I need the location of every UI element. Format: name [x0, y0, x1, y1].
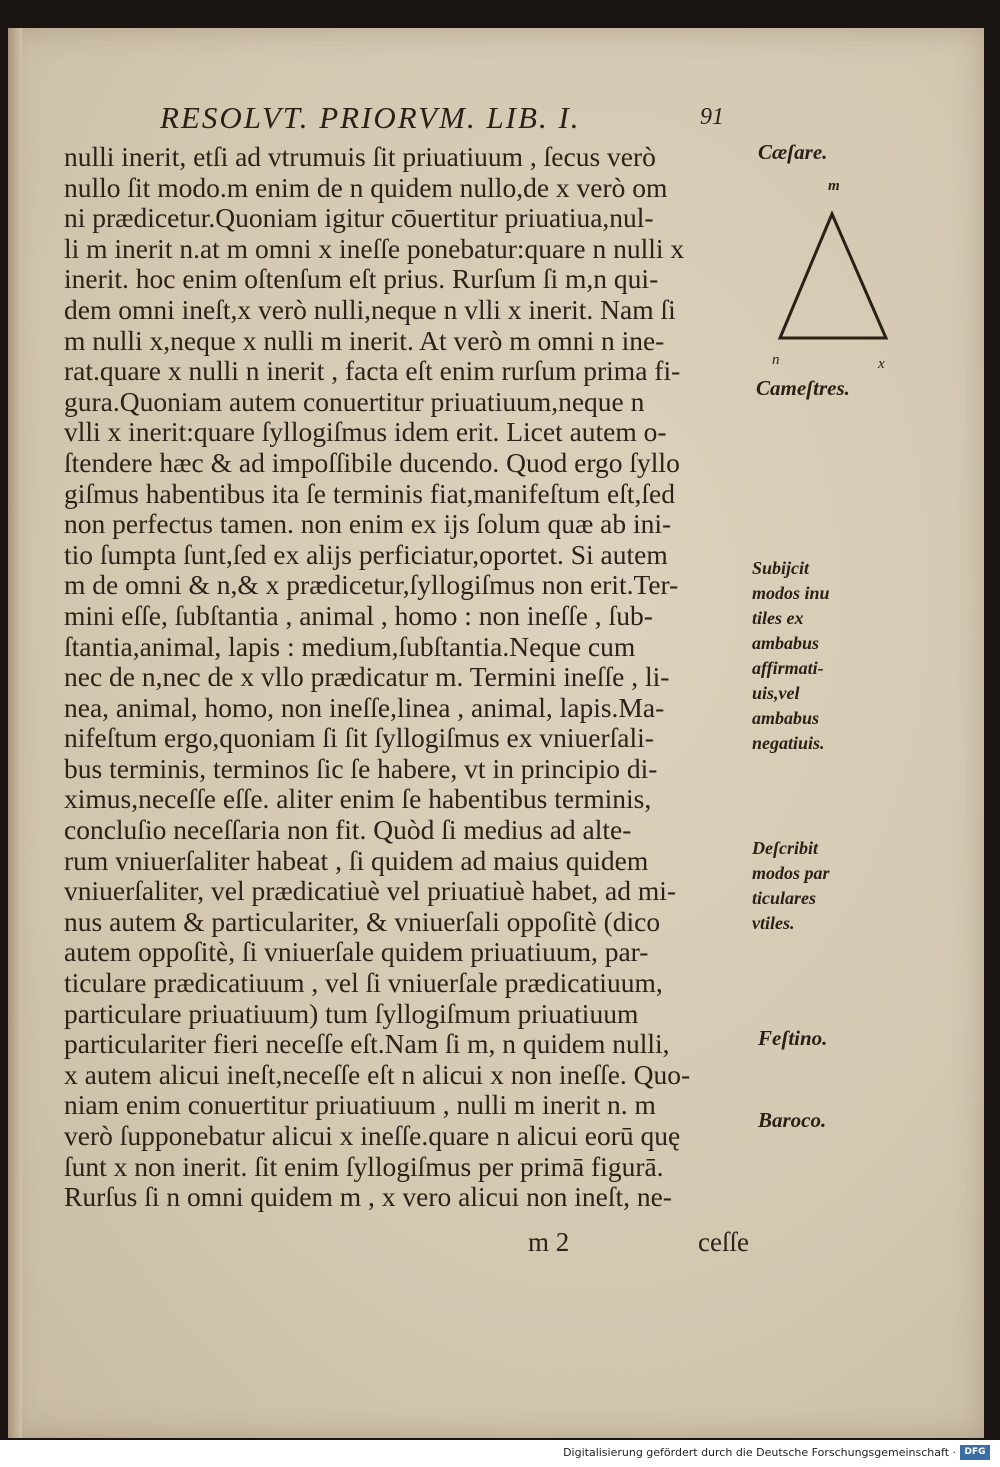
text-line: ticulare prædicatiuum , vel ſi vniuerſale prædicatiuum, [64, 967, 663, 999]
text-line: nus autem & particulariter, & vniuerſali oppoſitè (dico [64, 905, 661, 937]
text-line: particulariter fieri neceſſe eſt.Nam ſi m, n quidem nulli, [64, 1028, 670, 1060]
margin-note-line: ticulares [752, 888, 817, 908]
text-line: ſtantia,animal, lapis : medium,ſubſtantia.Neque cum [64, 630, 636, 662]
margin-note-line: Deſcribit [752, 838, 818, 858]
text-line: rum vniuerſaliter habeat , ſi quidem ad maius quidem [64, 844, 649, 876]
text-line: giſmus habentibus ita ſe terminis fiat,manifeſtum eſt,ſed [64, 477, 675, 509]
margin-note-line: ambabus [752, 633, 820, 653]
text-line: particulare priuatiuum) tum ſyllogiſmum priuatiuum [64, 997, 639, 1029]
margin-note-line: tiles ex [752, 608, 804, 628]
diagram-label-x: x [878, 356, 885, 372]
diagram-label-m: m [828, 178, 840, 194]
main-text-block [64, 142, 764, 1213]
text-line: concluſio neceſſaria non fit. Quòd ſi medius ad alte- [64, 814, 632, 846]
text-line: verò ſupponebatur alicui x ineſſe.quare n alicui eorū quę [64, 1120, 681, 1151]
text-line: m de omni & n,& x prædicetur,ſyllogiſmus non erit.Ter- [64, 569, 679, 601]
text-line: mini eſſe, ſubſtantia , animal , homo : non ineſſe , ſub- [64, 599, 653, 631]
catchword: ceſſe [698, 1227, 749, 1257]
footer-bar [0, 1440, 1000, 1467]
text-line: x autem alicui ineſt,neceſſe eſt n alicui x non ineſſe. Quo- [64, 1058, 691, 1090]
text-line: bus terminis, terminos ſic ſe habere, vt in principio di- [64, 752, 658, 784]
text-line: gura.Quoniam autem conuertitur priuatiuum,neque n [64, 385, 645, 417]
margin-note-line: Subijcit [752, 558, 810, 578]
margin-festino: Feſtino. [758, 1026, 828, 1050]
margin-note-line: affirmati- [752, 658, 824, 678]
text-line: Rurſus ſi n omni quidem m , x vero alicui non ineſt, ne- [64, 1181, 672, 1213]
text-line: nullo ſit modo.m enim de n quidem nullo,de x verò om [64, 171, 668, 203]
text-line: ſtendere hæc & ad impoſſibile ducendo. Quod ergo ſyllo [64, 446, 680, 478]
footer-credit: Digitalisierung gefördert durch die Deutsche Forschungsgemeinschaft · [563, 1446, 956, 1459]
margin-note-line: vtiles. [752, 913, 795, 933]
text-line: nec de n,nec de x vllo prædicatur m. Termini ineſſe , li- [64, 661, 670, 693]
text-line: inerit. hoc enim oſtenſum eſt prius. Rurſum ſi m,n qui- [64, 263, 659, 295]
margin-camestres: Cameſtres. [756, 376, 850, 400]
folio-number: 91 [700, 104, 724, 130]
text-line: nifeſtum ergo,quoniam ſi ſit ſyllogiſmus ex vniuerſali- [64, 722, 654, 754]
signature-mark: m 2 [528, 1227, 570, 1257]
text-line: nulli inerit, etſi ad vtrumuis ſit priuatiuum , ſecus verò [64, 141, 656, 172]
running-title: RESOLVT. PRIORVM. LIB. I. [160, 100, 581, 135]
margin-note-subijcit [752, 556, 830, 756]
text-line: m nulli x,neque x nulli m inerit. At verò m omni n ine- [64, 324, 665, 356]
text-line: ximus,neceſſe eſſe. aliter enim ſe habentibus terminis, [64, 783, 652, 815]
margin-note-line: modos par [752, 863, 830, 883]
text-line: rat.quare x nulli n inerit , facta eſt enim rurſum prima fi- [64, 355, 681, 387]
margin-note-line: uis,vel [752, 683, 800, 703]
dfg-logo: DFG [960, 1445, 990, 1460]
text-line: niam enim conuertitur priuatiuum , nulli m inerit n. m [64, 1089, 656, 1121]
margin-baroco: Baroco. [758, 1108, 827, 1132]
syllogism-triangle-diagram [770, 178, 900, 388]
text-line: non perfectus tamen. non enim ex ijs ſolum quæ ab ini- [64, 508, 672, 540]
text-line: vniuerſaliter, vel prædicatiuè vel priuatiuè habet, ad mi- [64, 875, 677, 907]
margin-note-line: negatiuis. [752, 733, 825, 753]
text-line: autem oppoſitè, ſi vniuerſale quidem priuatiuum, par- [64, 936, 649, 968]
page-gutter [8, 28, 22, 1438]
margin-note-line: modos inu [752, 583, 830, 603]
text-line: nea, animal, homo, non ineſſe,linea , animal, lapis.Ma- [64, 691, 665, 723]
text-line: ſunt x non inerit. ſit enim ſyllogiſmus per primā figurā. [64, 1150, 664, 1182]
text-line: vlli x inerit:quare ſyllogiſmus idem erit. Licet autem o- [64, 416, 667, 448]
margin-note-line: ambabus [752, 708, 820, 728]
margin-note-describit [752, 836, 830, 936]
triangle-shape [780, 214, 886, 338]
margin-cesare: Cæſare. [758, 140, 828, 164]
text-line: tio ſumpta ſunt,ſed ex alijs perficiatur,oportet. Si autem [64, 538, 668, 570]
text-line: dem omni ineſt,x verò nulli,neque n vlli x inerit. Nam ſi [64, 293, 676, 325]
text-line: ni prædicetur.Quoniam igitur cōuertitur priuatiua,nul- [64, 202, 654, 234]
text-line: li m inerit n.at m omni x ineſſe ponebatur:quare n nulli x [64, 232, 685, 264]
diagram-label-n: n [772, 352, 780, 368]
